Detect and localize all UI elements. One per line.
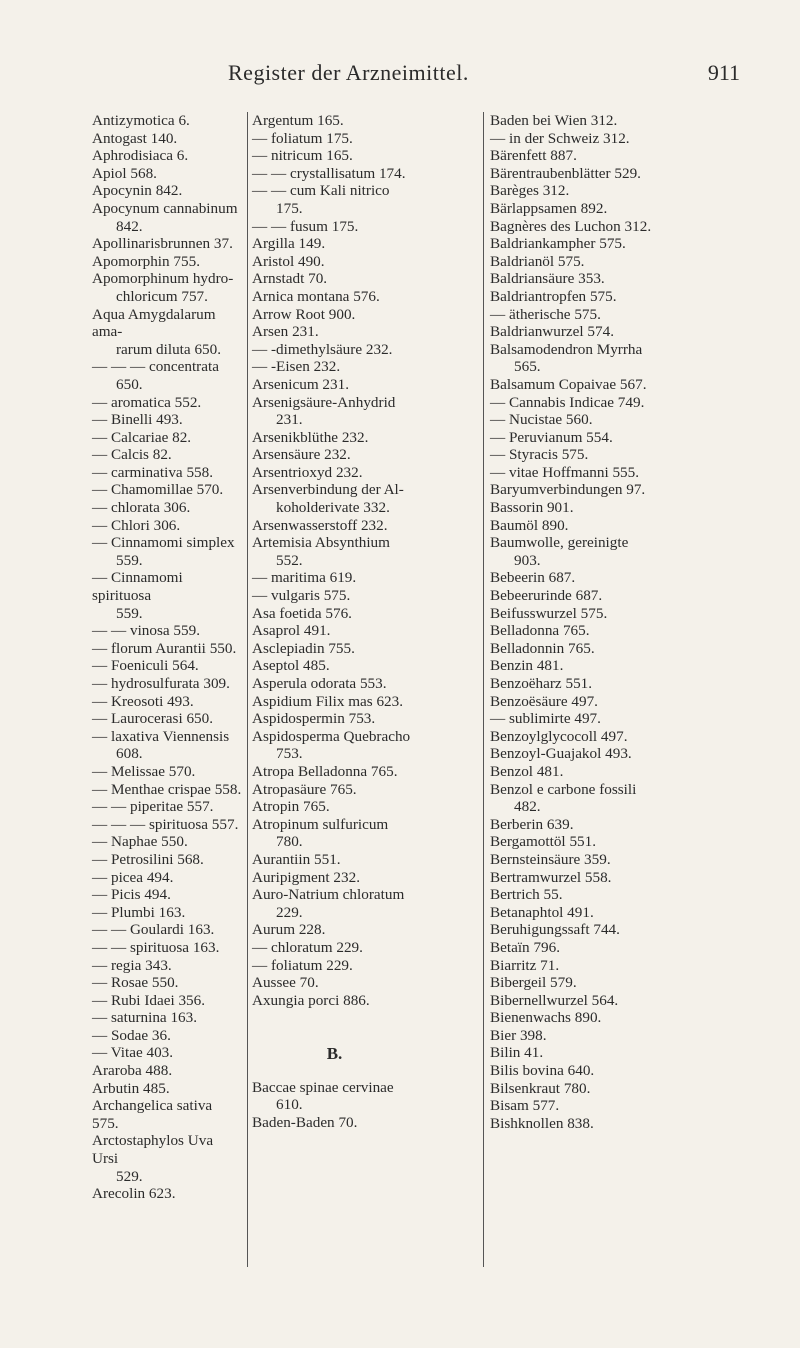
index-entry: Aspidosperma Quebracho bbox=[252, 727, 411, 745]
index-entry: Balsamodendron Myrrha bbox=[490, 340, 643, 358]
page-header bbox=[0, 60, 800, 100]
index-entry: 608. bbox=[116, 745, 143, 763]
index-entry: Balsamum Copaivae 567. bbox=[490, 375, 647, 393]
index-entry: — Vitae 403. bbox=[92, 1044, 174, 1062]
index-entry: chloricum 757. bbox=[116, 287, 208, 305]
index-entry: Aspidospermin 753. bbox=[252, 710, 376, 728]
index-entry: — — piperitae 557. bbox=[92, 798, 214, 816]
index-entry: 650. bbox=[116, 375, 143, 393]
index-entry: — — vinosa 559. bbox=[92, 622, 200, 640]
index-entry: Berberin 639. bbox=[490, 815, 574, 833]
index-entry: Beifusswurzel 575. bbox=[490, 604, 608, 622]
index-entry: Archangelica sativa 575. bbox=[92, 1097, 216, 1132]
index-entry: rarum diluta 650. bbox=[116, 340, 222, 358]
index-entry: Asclepiadin 755. bbox=[252, 639, 355, 657]
index-entry: — nitricum 165. bbox=[252, 147, 353, 165]
index-entry: Benzoëharz 551. bbox=[490, 675, 593, 692]
index-entry: Bebeerurinde 687. bbox=[490, 587, 603, 605]
index-entry: — sublimirte 497. bbox=[490, 710, 601, 728]
index-entry: Bertrich 55. bbox=[490, 886, 563, 904]
index-entry: — Melissae 570. bbox=[92, 762, 196, 780]
index-entry: Bilis bovina 640. bbox=[490, 1062, 595, 1080]
index-entry: Aqua Amygdalarum ama- bbox=[92, 305, 220, 341]
index-entry: 231. bbox=[276, 411, 303, 429]
index-entry: 565. bbox=[514, 358, 541, 376]
index-entry: Atropin 765. bbox=[252, 798, 330, 816]
index-entry: Aseptol 485. bbox=[252, 657, 330, 675]
index-entry: — Styracis 575. bbox=[490, 446, 589, 464]
index-entry: 903. bbox=[514, 551, 541, 569]
index-entry: — Petrosilini 568. bbox=[92, 850, 204, 868]
index-column-3 bbox=[490, 112, 690, 1132]
index-entry: — picea 494. bbox=[92, 868, 174, 886]
index-entry: Bärentraubenblätter 529. bbox=[490, 164, 641, 182]
index-entry: Betanaphtol 491. bbox=[490, 903, 594, 921]
index-entry: 529. bbox=[116, 1167, 143, 1185]
index-entry: Bisam 577. bbox=[490, 1097, 560, 1115]
index-entry: Antogast 140. bbox=[92, 129, 178, 147]
index-entry: — Plumbi 163. bbox=[92, 903, 186, 921]
index-entry: — aromatica 552. bbox=[92, 393, 202, 411]
index-entry: Benzin 481. bbox=[490, 657, 564, 675]
index-entry: Bishknollen 838. bbox=[490, 1114, 594, 1132]
index-entry: Biarritz 71. bbox=[490, 956, 560, 974]
index-entry: — laxativa Viennensis bbox=[92, 727, 230, 745]
index-entry: — Nucistae 560. bbox=[490, 411, 593, 429]
index-entry: koholderivate 332. bbox=[276, 499, 390, 517]
index-entry: — ätherische 575. bbox=[490, 305, 601, 323]
index-entry: Bassorin 901. bbox=[490, 499, 574, 517]
index-entry: — vitae Hoffmanni 555. bbox=[490, 463, 640, 481]
index-entry: — maritima 619. bbox=[252, 569, 357, 587]
index-entry: — foliatum 175. bbox=[252, 129, 353, 147]
index-entry: 780. bbox=[276, 833, 303, 851]
index-column-2 bbox=[252, 112, 447, 1132]
index-entry: Bibernellwurzel 564. bbox=[490, 991, 619, 1009]
index-entry: — Cinnamomi simplex bbox=[92, 534, 235, 552]
index-entry: Asperula odorata 553. bbox=[252, 675, 387, 692]
index-entry: 753. bbox=[276, 745, 303, 763]
index-entry: — Chlori 306. bbox=[92, 516, 181, 534]
index-entry: — Calcis 82. bbox=[92, 446, 172, 464]
index-entry: — Laurocerasi 650. bbox=[92, 710, 214, 728]
index-entry: Beruhigungssaft 744. bbox=[490, 921, 620, 939]
index-entry: Arrow Root 900. bbox=[252, 305, 356, 323]
index-entry: Aurantiin 551. bbox=[252, 850, 341, 868]
index-entry: Belladonna 765. bbox=[490, 622, 590, 640]
column-divider bbox=[247, 112, 248, 1267]
index-entry: Benzol e carbone fossili bbox=[490, 780, 637, 798]
index-entry: Atropinum sulfuricum bbox=[252, 815, 389, 833]
index-entry: Bertramwurzel 558. bbox=[490, 868, 612, 886]
index-entry: Aphrodisiaca 6. bbox=[92, 147, 189, 165]
index-entry: — — — concentrata bbox=[92, 358, 219, 376]
index-entry: — in der Schweiz 312. bbox=[490, 129, 630, 147]
index-entry: Baldriansäure 353. bbox=[490, 270, 605, 288]
index-entry: Atropasäure 765. bbox=[252, 780, 357, 798]
index-entry: — hydrosulfurata 309. bbox=[92, 675, 230, 692]
index-entry: Auro-Natrium chloratum bbox=[252, 886, 405, 904]
index-entry: Baldrianöl 575. bbox=[490, 252, 585, 270]
index-entry: — florum Aurantii 550. bbox=[92, 639, 237, 657]
index-entry: — — spirituosa 163. bbox=[92, 938, 220, 956]
index-entry: 559. bbox=[116, 604, 143, 622]
index-entry: 229. bbox=[276, 903, 303, 921]
index-entry: Barèges 312. bbox=[490, 182, 570, 200]
index-entry: — Peruvianum 554. bbox=[490, 428, 613, 446]
index-entry: Belladonnin 765. bbox=[490, 639, 595, 657]
index-entry: — -Eisen 232. bbox=[252, 358, 341, 376]
index-entry: Baden-Baden 70. bbox=[252, 1114, 358, 1132]
section-heading-b: B. bbox=[326, 1044, 343, 1064]
index-entry: — Sodae 36. bbox=[92, 1026, 171, 1044]
index-entry: Asaprol 491. bbox=[252, 622, 331, 640]
index-entry: Auripigment 232. bbox=[252, 868, 360, 886]
index-entry: Benzol 481. bbox=[490, 762, 564, 780]
index-entry: — chlorata 306. bbox=[92, 499, 191, 517]
index-entry: Arnica montana 576. bbox=[252, 287, 380, 305]
index-entry: Atropa Belladonna 765. bbox=[252, 762, 398, 780]
index-entry: Arsen 231. bbox=[252, 323, 319, 341]
index-entry: — Menthae crispae 558. bbox=[92, 780, 242, 798]
index-entry: — — crystallisatum 174. bbox=[252, 164, 406, 182]
running-title: Register der Arzneimittel. bbox=[228, 60, 469, 85]
index-entry: Apiol 568. bbox=[92, 164, 157, 182]
index-entry: — -dimethylsäure 232. bbox=[252, 340, 393, 358]
index-entry: Argentum 165. bbox=[252, 112, 344, 129]
column-divider bbox=[483, 112, 484, 1267]
index-entry: Apollinarisbrunnen 37. bbox=[92, 235, 233, 253]
index-entry: Asa foetida 576. bbox=[252, 604, 352, 622]
index-entry: — chloratum 229. bbox=[252, 938, 363, 956]
index-entry: — Cannabis Indicae 749. bbox=[490, 393, 645, 411]
index-entry: — regia 343. bbox=[92, 956, 172, 974]
index-entry: Apocynum cannabinum bbox=[92, 199, 238, 217]
index-column-1 bbox=[92, 112, 242, 1203]
index-entry: Artemisia Absynthium bbox=[252, 534, 390, 552]
index-entry: — saturnina 163. bbox=[92, 1009, 198, 1027]
index-entry: — carminativa 558. bbox=[92, 463, 214, 481]
index-entry: — — fusum 175. bbox=[252, 217, 359, 235]
index-entry: Bernsteinsäure 359. bbox=[490, 850, 611, 868]
index-entry: Arsentrioxyd 232. bbox=[252, 463, 363, 481]
index-entry: 552. bbox=[276, 551, 303, 569]
index-entry: Arsenigsäure-Anhydrid bbox=[252, 393, 396, 411]
index-entry: Apomorphin 755. bbox=[92, 252, 200, 270]
index-entry: — Cinnamomi spirituosa bbox=[92, 569, 187, 605]
index-entry: Aurum 228. bbox=[252, 921, 326, 939]
index-entry: Benzoësäure 497. bbox=[490, 692, 598, 710]
index-entry: — Calcariae 82. bbox=[92, 428, 192, 446]
index-entry: Benzoyl-Guajakol 493. bbox=[490, 745, 632, 763]
index-entry: Bärenfett 887. bbox=[490, 147, 577, 165]
index-entry: Axungia porci 886. bbox=[252, 991, 370, 1009]
index-entry: Araroba 488. bbox=[92, 1062, 173, 1080]
index-entry: Argilla 149. bbox=[252, 235, 326, 253]
index-entry: Bärlappsamen 892. bbox=[490, 199, 608, 217]
index-entry: Benzoylglycocoll 497. bbox=[490, 727, 628, 745]
index-entry: — Binelli 493. bbox=[92, 411, 183, 429]
index-entry: Baumwolle, gereinigte bbox=[490, 534, 629, 552]
index-entry: Bilin 41. bbox=[490, 1044, 544, 1062]
index-entry: Betaïn 796. bbox=[490, 938, 561, 956]
index-entry: Arsenwasserstoff 232. bbox=[252, 516, 388, 534]
index-entry: Baldriankampher 575. bbox=[490, 235, 626, 253]
index-entry: Baccae spinae cervinae bbox=[252, 1078, 394, 1096]
index-entry: Arsensäure 232. bbox=[252, 446, 351, 464]
index-entry: 559. bbox=[116, 551, 143, 569]
page-number: 911 bbox=[707, 60, 740, 85]
index-entry: Arnstadt 70. bbox=[252, 270, 328, 288]
index-entry: 842. bbox=[116, 217, 143, 235]
index-entry: — Naphae 550. bbox=[92, 833, 188, 851]
index-entry: Bagnères des Luchon 312. bbox=[490, 217, 652, 235]
index-entry: — Chamomillae 570. bbox=[92, 481, 224, 499]
index-entry: Bilsenkraut 780. bbox=[490, 1079, 591, 1097]
index-entry: Baryumverbindungen 97. bbox=[490, 481, 646, 499]
index-entry: Arsenicum 231. bbox=[252, 375, 350, 393]
index-entry: Baldrianwurzel 574. bbox=[490, 323, 614, 341]
index-entry: Bier 398. bbox=[490, 1026, 547, 1044]
index-entry: Antizymotica 6. bbox=[92, 112, 190, 129]
index-entry: Arbutin 485. bbox=[92, 1079, 170, 1097]
index-entry: Baumöl 890. bbox=[490, 516, 569, 534]
index-entry: 610. bbox=[276, 1096, 303, 1114]
index-entry: — Rosae 550. bbox=[92, 974, 179, 992]
index-entry: — — cum Kali nitrico bbox=[252, 182, 390, 200]
index-entry: 175. bbox=[276, 199, 303, 217]
index-entry: — — — spirituosa 557. bbox=[92, 815, 239, 833]
index-entry: Baden bei Wien 312. bbox=[490, 112, 618, 129]
index-entry: Baldriantropfen 575. bbox=[490, 287, 617, 305]
index-entry: — foliatum 229. bbox=[252, 956, 353, 974]
index-entry: — vulgaris 575. bbox=[252, 587, 351, 605]
index-entry: Aristol 490. bbox=[252, 252, 325, 270]
index-entry: — Kreosoti 493. bbox=[92, 692, 194, 710]
index-entry: — Foeniculi 564. bbox=[92, 657, 199, 675]
index-entry: — — Goulardi 163. bbox=[92, 921, 215, 939]
index-entry: — Picis 494. bbox=[92, 886, 171, 904]
index-entry: Apocynin 842. bbox=[92, 182, 183, 200]
index-entry: Bebeerin 687. bbox=[490, 569, 576, 587]
index-entry: Bienenwachs 890. bbox=[490, 1009, 602, 1027]
index-entry: Arsenverbindung der Al- bbox=[252, 481, 404, 499]
index-entry: Aspidium Filix mas 623. bbox=[252, 692, 404, 710]
index-entry: 482. bbox=[514, 798, 541, 816]
index-entry: Arecolin 623. bbox=[92, 1185, 176, 1203]
index-entry: Apomorphinum hydro- bbox=[92, 270, 234, 288]
index-entry: Bibergeil 579. bbox=[490, 974, 577, 992]
index-entry: Arsenikblüthe 232. bbox=[252, 428, 369, 446]
index-entry: Aussee 70. bbox=[252, 974, 319, 992]
index-entry: Arctostaphylos Uva Ursi bbox=[92, 1132, 217, 1168]
index-entry: — Rubi Idaei 356. bbox=[92, 991, 206, 1009]
index-entry: Bergamottöl 551. bbox=[490, 833, 597, 851]
